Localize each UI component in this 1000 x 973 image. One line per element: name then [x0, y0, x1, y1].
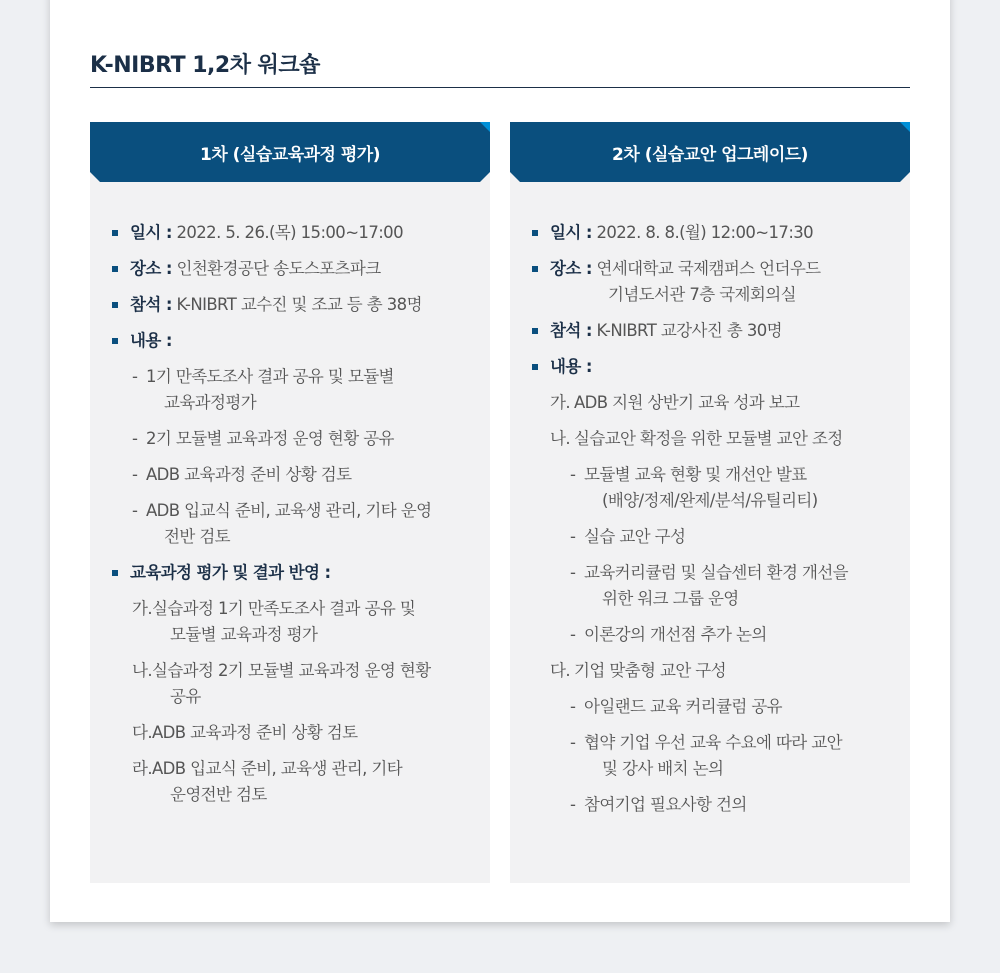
corner-accent-icon	[480, 122, 490, 132]
square-bullet-icon	[112, 570, 118, 576]
list-item	[530, 622, 894, 648]
list-marker: 나.	[550, 429, 570, 448]
header-notch-left	[510, 172, 520, 182]
attendees-value: K-NIBRT 교강사진 총 30명	[596, 321, 782, 340]
list-item	[530, 694, 894, 720]
place-value: 연세대학교 국제캠퍼스 언더우드	[596, 259, 821, 278]
date-value: 2022. 8. 8.(월) 12:00~17:30	[596, 223, 814, 242]
attendees-row	[530, 318, 894, 344]
list-marker: 가.	[550, 393, 570, 412]
list-item	[530, 462, 894, 514]
place-label: 장소 :	[550, 259, 592, 278]
square-bullet-icon	[532, 328, 538, 334]
list-item	[530, 792, 894, 818]
dash-marker: -	[570, 697, 576, 716]
list-marker: 라.	[132, 759, 152, 778]
list-item	[530, 730, 894, 782]
square-bullet-icon	[112, 302, 118, 308]
content-label: 내용 :	[550, 357, 592, 376]
attendees-value: K-NIBRT 교수진 및 조교 등 총 38명	[176, 295, 422, 314]
workshop-card	[50, 0, 950, 922]
list-item-text: 실습교안 확정을 위한 모듈별 교안 조정	[574, 429, 843, 448]
list-item	[530, 524, 894, 550]
list-item-text: 이론강의 개선점 추가 논의	[584, 625, 767, 644]
list-item	[110, 462, 474, 488]
list-item-text: 실습과정 2기 모듈별 교육과정 운영 현황	[152, 661, 431, 680]
dash-marker: -	[570, 795, 576, 814]
list-item-text-cont: 교육과정평가	[164, 393, 257, 412]
square-bullet-icon	[532, 230, 538, 236]
header-notch-right	[480, 172, 490, 182]
workshop-1-panel	[90, 122, 490, 883]
list-item-text: 참여기업 필요사항 건의	[584, 795, 747, 814]
list-item-text-cont: (배양/정제/완제/분석/유틸리티)	[602, 491, 818, 510]
workshop-1-header-label: 1차 (실습교육과정 평가)	[199, 144, 380, 165]
workshop-2-panel	[510, 122, 910, 883]
dash-marker: -	[570, 625, 576, 644]
place-value-cont: 기념도서관 7층 국제회의실	[608, 285, 796, 304]
content-row	[530, 354, 894, 380]
content-label: 내용 :	[130, 331, 172, 350]
attendees-label: 참석 :	[130, 295, 172, 314]
date-row	[530, 220, 894, 246]
place-label: 장소 :	[130, 259, 172, 278]
list-item-text: 실습 교안 구성	[584, 527, 686, 546]
place-value: 인천환경공단 송도스포츠파크	[176, 259, 381, 278]
list-item-text: 모듈별 교육 현황 및 개선안 발표	[584, 465, 807, 484]
square-bullet-icon	[532, 266, 538, 272]
date-value: 2022. 5. 26.(목) 15:00~17:00	[176, 223, 403, 242]
list-marker: 가.	[132, 599, 152, 618]
date-label: 일시 :	[550, 223, 592, 242]
square-bullet-icon	[112, 338, 118, 344]
list-item	[530, 426, 894, 452]
list-item-text: 실습과정 1기 만족도조사 결과 공유 및	[152, 599, 416, 618]
list-item	[110, 596, 474, 648]
list-item	[530, 390, 894, 416]
workshop-1-header	[90, 122, 490, 182]
workshop-2-body	[510, 182, 910, 818]
list-item-text: ADB 교육과정 준비 상황 검토	[146, 465, 352, 484]
list-item-text: ADB 교육과정 준비 상황 검토	[152, 723, 358, 742]
place-row	[530, 256, 894, 308]
list-item	[530, 658, 894, 684]
workshop-2-header-label: 2차 (실습교안 업그레이드)	[612, 144, 808, 165]
list-item	[110, 756, 474, 808]
list-item-text-cont: 모듈별 교육과정 평가	[170, 625, 318, 644]
list-item	[110, 498, 474, 550]
list-item-text: ADB 입교식 준비, 교육생 관리, 기타	[152, 759, 403, 778]
dash-marker: -	[570, 563, 576, 582]
list-item-text: 교육커리큘럼 및 실습센터 환경 개선을	[584, 563, 849, 582]
list-item-text: ADB 입교식 준비, 교육생 관리, 기타 운영	[146, 501, 432, 520]
content-row	[110, 328, 474, 354]
evaluation-label: 교육과정 평가 및 결과 반영 :	[130, 563, 331, 582]
list-marker: 다.	[550, 661, 570, 680]
dash-marker: -	[132, 367, 138, 386]
list-item-text-cont: 공유	[170, 687, 201, 706]
list-item-text-cont: 운영전반 검토	[170, 785, 267, 804]
attendees-label: 참석 :	[550, 321, 592, 340]
list-marker: 다.	[132, 723, 152, 742]
list-item	[110, 720, 474, 746]
list-item-text-cont: 전반 검토	[164, 527, 231, 546]
square-bullet-icon	[112, 230, 118, 236]
dash-marker: -	[132, 429, 138, 448]
list-item	[110, 658, 474, 710]
attendees-row	[110, 292, 474, 318]
dash-marker: -	[570, 527, 576, 546]
list-item-text: 협약 기업 우선 교육 수요에 따라 교안	[584, 733, 842, 752]
list-item-text: 기업 맞춤형 교안 구성	[574, 661, 726, 680]
header-notch-right	[900, 172, 910, 182]
list-item	[110, 364, 474, 416]
list-item-text: 2기 모듈별 교육과정 운영 현황 공유	[146, 429, 394, 448]
corner-accent-icon	[900, 122, 910, 132]
workshop-2-header	[510, 122, 910, 182]
header-notch-left	[90, 172, 100, 182]
list-item-text-cont: 위한 워크 그룹 운영	[602, 589, 739, 608]
list-marker: 나.	[132, 661, 152, 680]
dash-marker: -	[132, 465, 138, 484]
list-item-text-cont: 및 강사 배치 논의	[602, 759, 724, 778]
dash-marker: -	[570, 465, 576, 484]
date-label: 일시 :	[130, 223, 172, 242]
list-item-text: ADB 지원 상반기 교육 성과 보고	[574, 393, 800, 412]
list-item	[530, 560, 894, 612]
title-divider	[90, 87, 910, 88]
place-row	[110, 256, 474, 282]
dash-marker: -	[132, 501, 138, 520]
list-item-text: 1기 만족도조사 결과 공유 및 모듈별	[146, 367, 394, 386]
workshop-1-body	[90, 182, 490, 808]
page-title: K-NIBRT 1,2차 워크숍	[90, 53, 320, 78]
square-bullet-icon	[112, 266, 118, 272]
list-item	[110, 426, 474, 452]
date-row	[110, 220, 474, 246]
list-item-text: 아일랜드 교육 커리큘럼 공유	[584, 697, 783, 716]
square-bullet-icon	[532, 364, 538, 370]
evaluation-row	[110, 560, 474, 586]
dash-marker: -	[570, 733, 576, 752]
